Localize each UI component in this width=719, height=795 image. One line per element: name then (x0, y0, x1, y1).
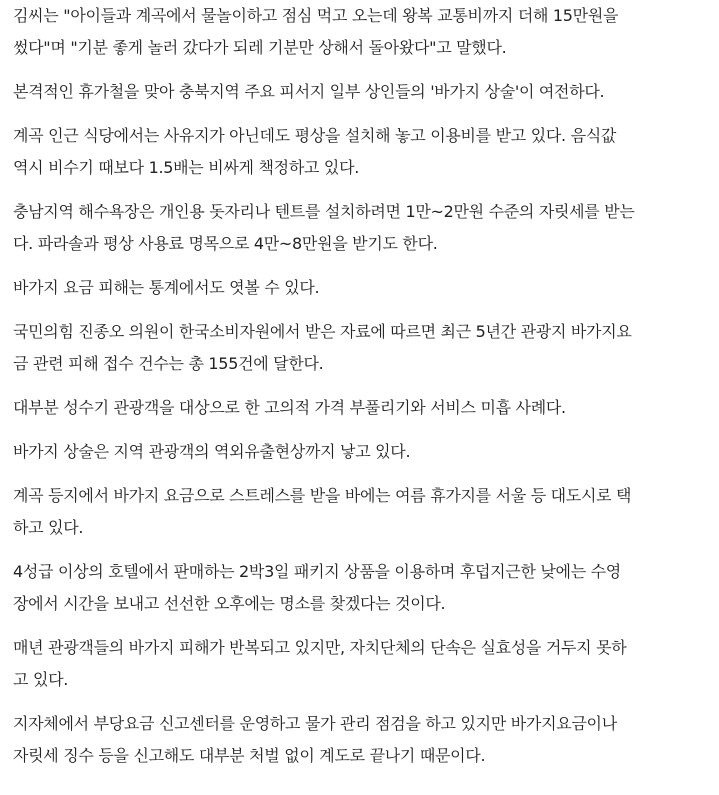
paragraph-2 (13, 76, 709, 108)
paragraph-line: 썼다"며 "기분 좋게 놀러 갔다가 되레 기분만 상해서 돌아왔다"고 말했다. (13, 38, 507, 57)
paragraph-line: 매년 관광객들의 바가지 피해가 반복되고 있지만, 자치단체의 단속은 실효성을 거두지 못하 (13, 638, 627, 657)
paragraph-line: 김씨는 "아이들과 계곡에서 물놀이하고 점심 먹고 오는데 왕복 교통비까지 더해 15만원을 (13, 6, 619, 25)
paragraph-6 (13, 316, 709, 380)
paragraph-line: 바가지 상술은 지역 관광객의 역외유출현상까지 낳고 있다. (13, 442, 411, 461)
paragraph-line: 바가지 요금 피해는 통계에서도 엿볼 수 있다. (13, 278, 320, 297)
paragraph-5 (13, 272, 709, 304)
paragraph-8 (13, 436, 709, 468)
paragraph-1 (13, 0, 709, 64)
paragraph-9 (13, 480, 709, 544)
paragraph-7 (13, 392, 709, 424)
paragraph-4 (13, 196, 709, 260)
paragraph-line: 본격적인 휴가철을 맞아 충북지역 주요 피서지 일부 상인들의 '바가지 상술'이 여전하다. (13, 82, 605, 101)
paragraph-line: 계곡 등지에서 바가지 요금으로 스트레스를 받을 바에는 여름 휴가지를 서울 등 대도시로 택 (13, 486, 632, 505)
paragraph-3 (13, 120, 709, 184)
paragraph-line: 대부분 성수기 관광객을 대상으로 한 고의적 가격 부풀리기와 서비스 미흡 사례다. (13, 398, 566, 417)
paragraph-line: 충남지역 해수욕장은 개인용 돗자리나 텐트를 설치하려면 1만~2만원 수준의 자릿세를 받는 (13, 202, 635, 221)
paragraph-11 (13, 632, 709, 696)
paragraph-line: 역시 비수기 때보다 1.5배는 비싸게 책정하고 있다. (13, 158, 360, 177)
paragraph-line: 자릿세 징수 등을 신고해도 대부분 처벌 없이 계도로 끝나기 때문이다. (13, 746, 486, 765)
paragraph-line: 장에서 시간을 보내고 선선한 오후에는 명소를 찾겠다는 것이다. (13, 594, 446, 613)
paragraph-line: 계곡 인근 식당에서는 사유지가 아닌데도 평상을 설치해 놓고 이용비를 받고 있다. 음식값 (13, 126, 617, 145)
paragraph-line: 4성급 이상의 호텔에서 판매하는 2박3일 패키지 상품을 이용하며 후덥지근한 낮에는 수영 (13, 562, 621, 581)
article-body (13, 0, 709, 772)
paragraph-line: 고 있다. (13, 670, 69, 689)
paragraph-12 (13, 708, 709, 772)
paragraph-line: 금 관련 피해 접수 건수는 총 155건에 달한다. (13, 354, 324, 373)
paragraph-line: 하고 있다. (13, 518, 84, 537)
paragraph-10 (13, 556, 709, 620)
paragraph-line: 국민의힘 진종오 의원이 한국소비자원에서 받은 자료에 따르면 최근 5년간 관광지 바가지요 (13, 322, 632, 341)
paragraph-line: 지자체에서 부당요금 신고센터를 운영하고 물가 관리 점검을 하고 있지만 바가지요금이나 (13, 714, 617, 733)
paragraph-line: 다. 파라솔과 평상 사용료 명목으로 4만~8만원을 받기도 한다. (13, 234, 438, 253)
